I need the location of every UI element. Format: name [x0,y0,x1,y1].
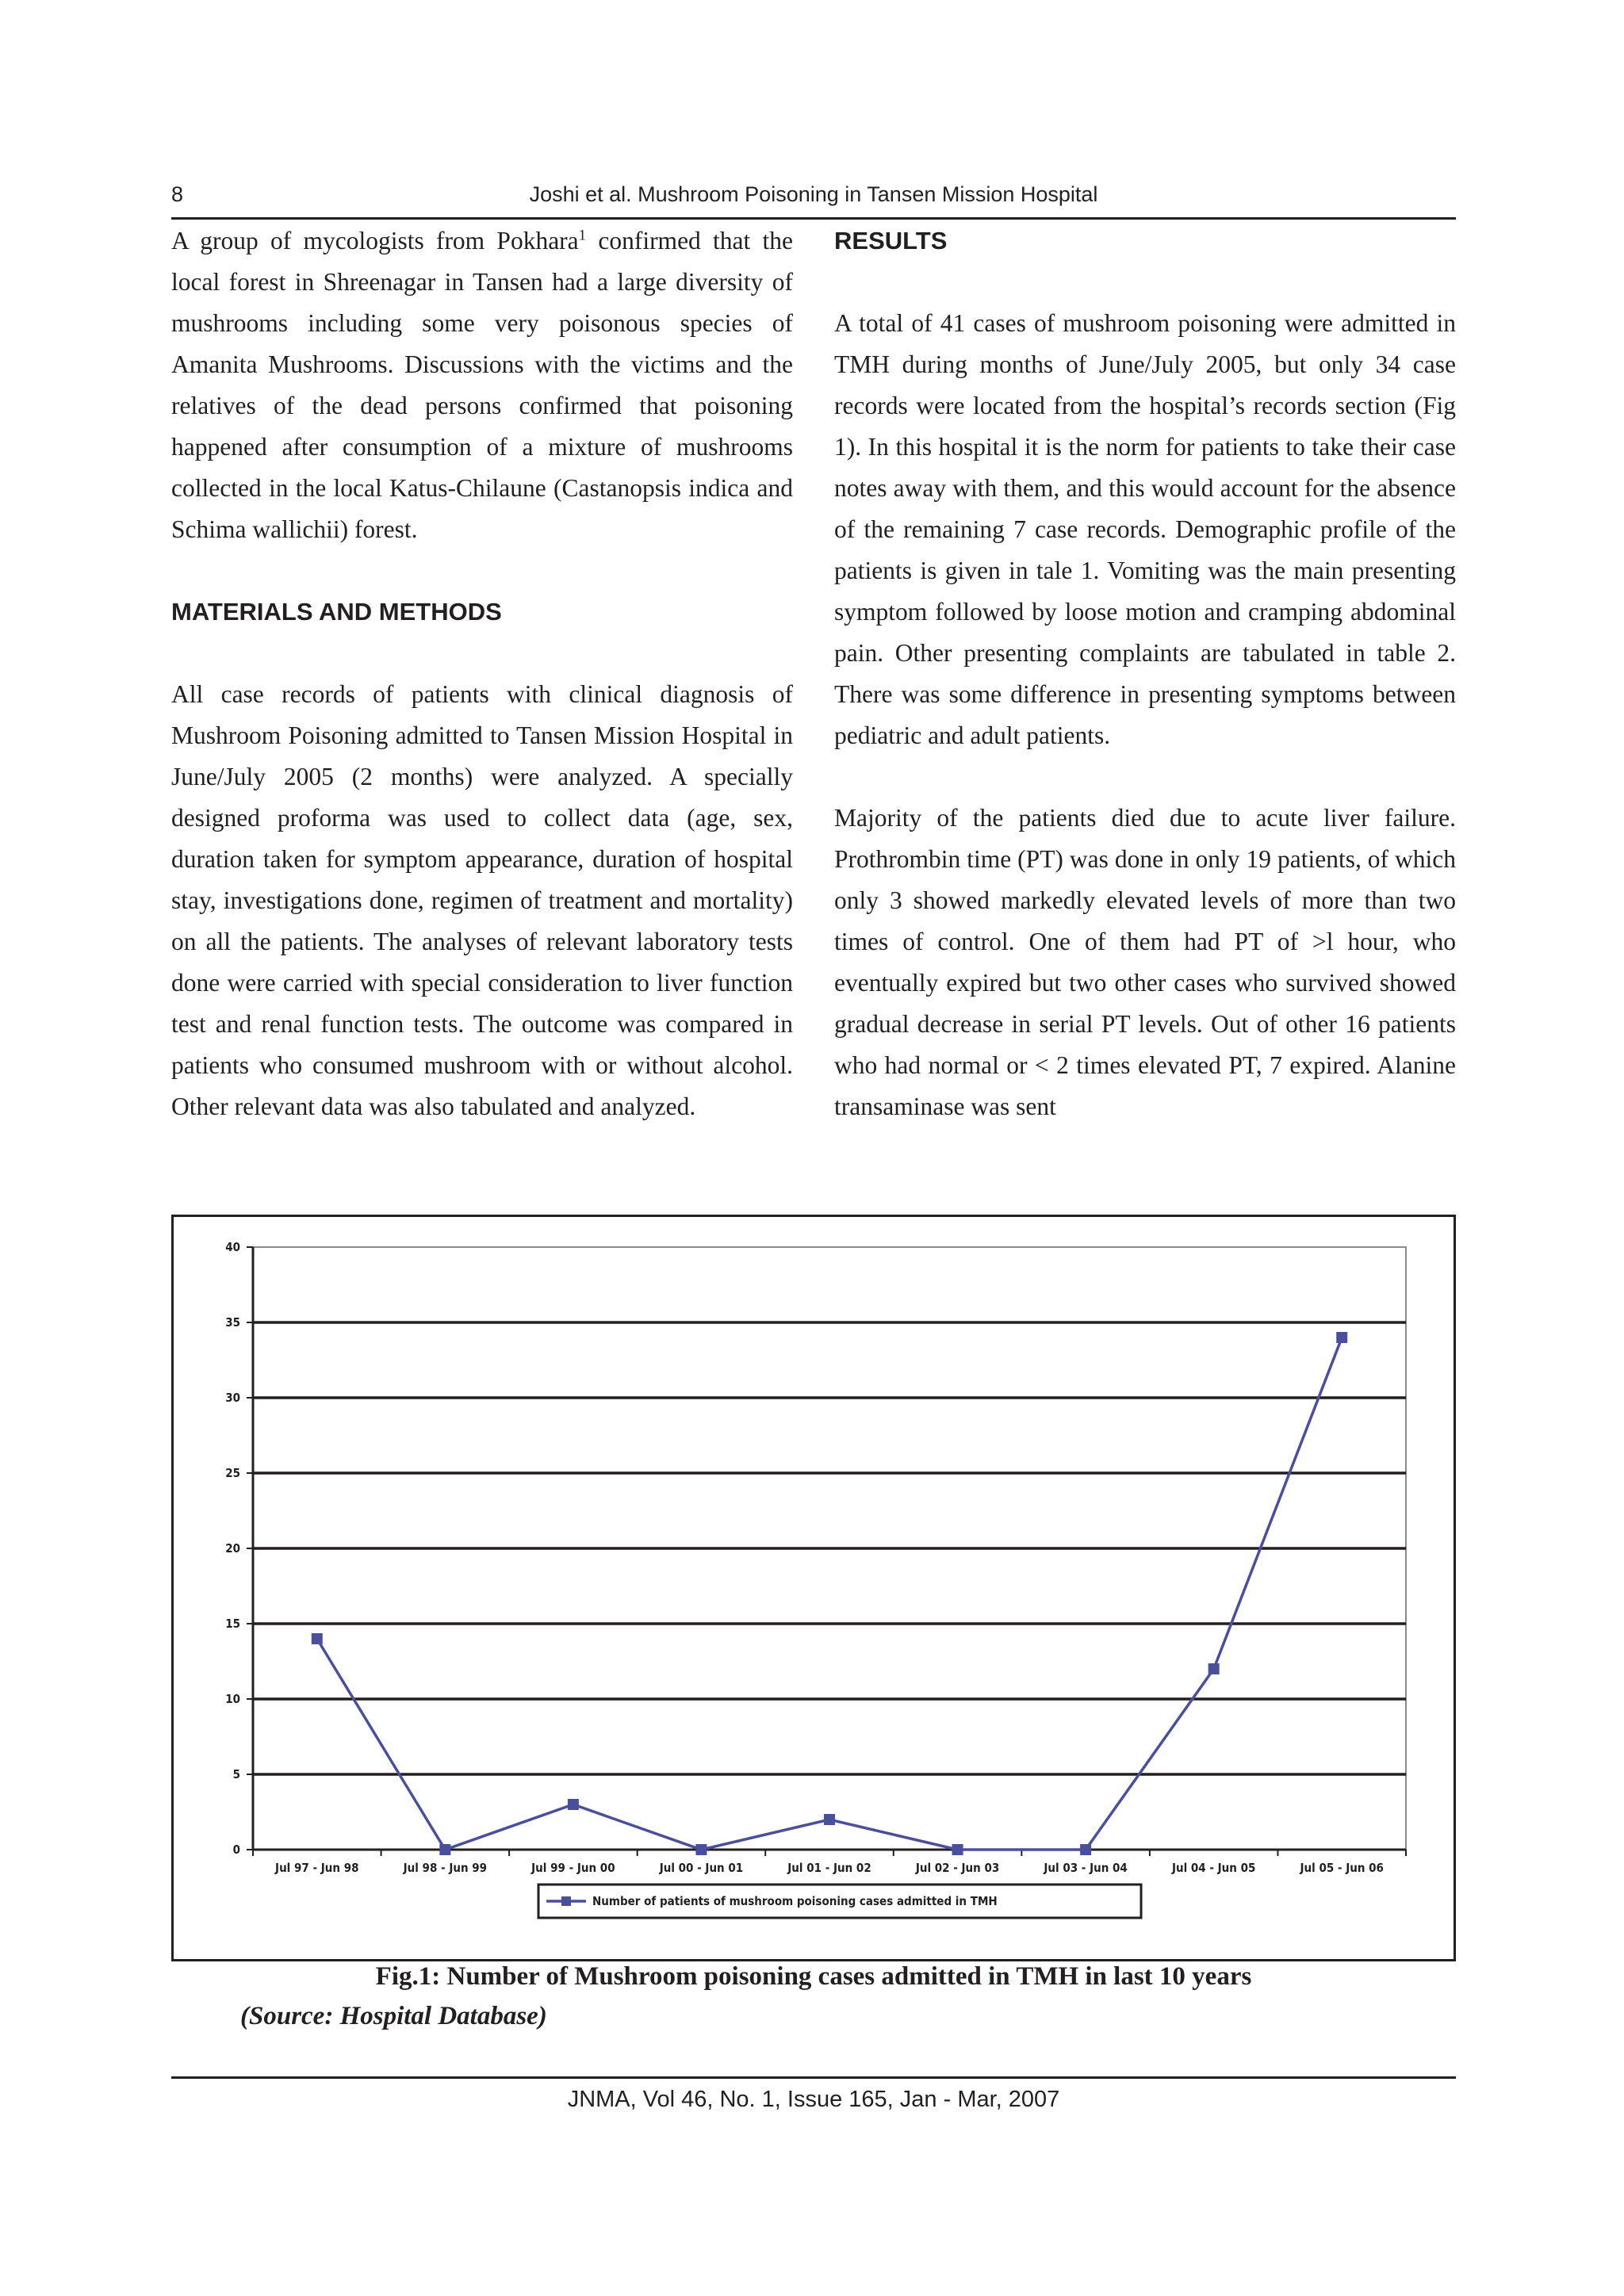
results-paragraph-2: Majority of the patients died due to acute liver failure. Prothrombin time (PT) was done in only 19 patients, of which only 3 showed markedly elevated levels of more than two times of control. One of them had PT of >l hour, who eventually expired but two other cases who survived showed gradual decrease in serial PT levels. Out of other 16 patients who had normal or < 2 times elevated PT, 7 expired. Alanine transaminase was sent [834,804,1456,1120]
figure-source: (Source: Hospital Database) [240,2002,547,2030]
y-tick-label: 5 [232,1767,240,1781]
x-tick-label: Jul 00 - Jun 01 [659,1861,744,1875]
running-title: Joshi et al. Mushroom Poisoning in Tansen Mission Hospital [529,182,1098,206]
x-tick-label: Jul 98 - Jun 99 [403,1861,488,1875]
page-footer: JNMA, Vol 46, No. 1, Issue 165, Jan - Mar, 2007 [567,2087,1060,2112]
series-line [317,1337,1342,1850]
legend-swatch-marker [561,1896,571,1906]
figure-1-frame [171,1215,1456,1961]
y-tick-label: 10 [225,1692,240,1706]
x-tick-label: Jul 04 - Jun 05 [1171,1861,1256,1875]
intro-text-start: A group of mycologists from Pokhara [171,227,579,254]
reference-superscript: 1 [578,227,587,244]
y-tick-label: 25 [225,1466,240,1480]
y-tick-label: 15 [225,1617,240,1631]
x-tick-label: Jul 97 - Jun 98 [275,1861,359,1875]
methods-heading: MATERIALS AND METHODS [171,598,502,626]
page-number: 8 [171,182,184,206]
x-tick-label: Jul 01 - Jun 02 [787,1861,871,1875]
y-tick-label: 20 [225,1541,240,1556]
x-tick-label: Jul 99 - Jun 00 [531,1861,615,1875]
intro-paragraph [171,220,793,550]
intro-text-end: confirmed that the local forest in Shreenagar in Tansen had a large diversity of mushrooms including some very poisonous species of Amanita Mushrooms. Discussions with the victims and the relatives of the dead persons confirmed that poisoning happened after consumption of a mixture of mushrooms collected in the local Katus-Chilaune (Castanopsis indica and Schima wallichii) forest. [171,227,793,543]
line-chart [174,1217,1454,1959]
y-tick-label: 40 [225,1240,240,1254]
methods-paragraph: All case records of patients with clinical diagnosis of Mushroom Poisoning admitted to Tansen Mission Hospital in June/July 2005 (2 months) were analyzed. A specially designed proforma was used to collect data (age, sex, duration taken for symptom appearance, duration of hospital stay, investigations done, regimen of treatment and mortality) on all the patients. The analyses of relevant laboratory tests done were carried with special consideration to liver function test and renal function tests. The outcome was compared in patients who consumed mushroom with or without alcohol. Other relevant data was also tabulated and analyzed. [171,680,793,1120]
left-column [171,220,793,1127]
data-point [312,1633,323,1644]
legend-label: Number of patients of mushroom poisoning cases admitted in TMH [592,1894,998,1908]
data-point [1208,1663,1220,1674]
x-tick-label: Jul 02 - Jun 03 [915,1861,1000,1875]
results-heading: RESULTS [834,227,948,254]
right-column [834,220,1456,1127]
data-point [568,1799,579,1810]
data-point [1080,1844,1091,1855]
data-point [824,1814,835,1825]
data-point [439,1844,450,1855]
figure-caption: Fig.1: Number of Mushroom poisoning cases admitted in TMH in last 10 years [375,1962,1252,1991]
footer-rule [171,2076,1456,2079]
x-tick-label: Jul 05 - Jun 06 [1300,1861,1384,1875]
y-tick-label: 35 [225,1315,240,1330]
page-header [171,179,1456,220]
x-tick-label: Jul 03 - Jun 04 [1044,1861,1128,1875]
y-tick-label: 30 [225,1391,240,1405]
data-point [1336,1332,1347,1343]
results-paragraph-1: A total of 41 cases of mushroom poisoning were admitted in TMH during months of June/July 2005, but only 34 case records were located from the hospital’s records section (Fig 1). In this hospital it is the norm for patients to take their case notes away with them, and this would account for the absence of the remaining 7 case records. Demographic profile of the patients is given in tale 1. Vomiting was the main presenting symptom followed by loose motion and cramping abdominal pain. Other presenting complaints are tabulated in table 2. There was some difference in presenting symptoms between pediatric and adult patients. [834,309,1456,749]
data-point [952,1844,963,1855]
data-point [695,1844,707,1855]
y-tick-label: 0 [232,1843,240,1857]
